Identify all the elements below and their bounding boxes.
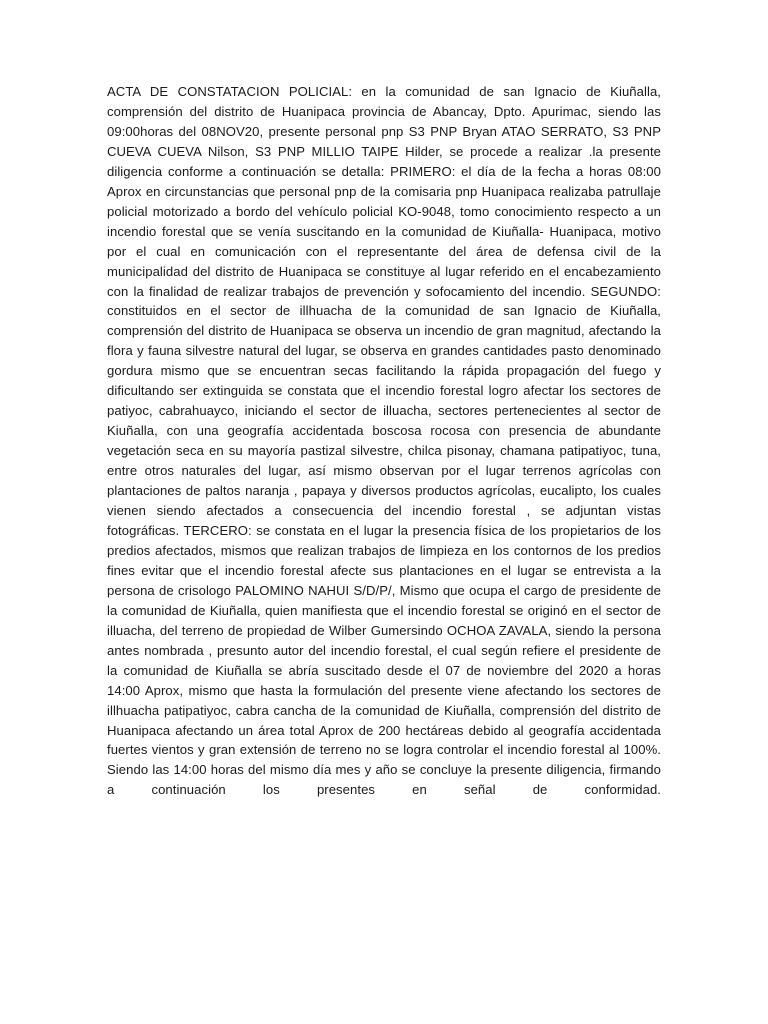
document-body bbox=[107, 82, 661, 820]
acta-body-text: ACTA DE CONSTATACION POLICIAL: en la comunidad de san Ignacio de Kiuñalla, comprensión del distrito de Huanipaca provincia de Abancay, Dpto. Apurimac, siendo las 09:00horas del 08NOV20, presente personal pnp S3 PNP Bryan ATAO SERRATO, S3 PNP CUEVA CUEVA Nilson, S3 PNP MILLIO TAIPE Hilder, se procede a realizar .la presente diligencia conforme a continuación se detalla: PRIMERO: el día de la fecha a horas 08:00 Aprox en circunstancias que personal pnp de la comisaria pnp Huanipaca realizaba patrullaje policial motorizado a bordo del vehículo policial KO-9048, tomo conocimiento respecto a un incendio forestal que se venía suscitando en la comunidad de Kiuñalla- Huanipaca, motivo por el cual en comunicación con el representante del área de defensa civil de la municipalidad del distrito de Huanipaca se constituye al lugar referido en el encabezamiento con la finalidad de realizar trabajos de prevención y sofocamiento del incendio. SEGUNDO: constituidos en el sector de illhuacha de la comunidad de san Ignacio de Kiuñalla, comprensión del distrito de Huanipaca se observa un incendio de gran magnitud, afectando la flora y fauna silvestre natural del lugar, se observa en grandes cantidades pasto denominado gordura mismo que se encuentran secas facilitando la rápida propagación del fuego y dificultando ser extinguida se constata que el incendio forestal logro afectar los sectores de patiyoc, cabrahuayco, iniciando el sector de illuacha, sectores pertenecientes al sector de Kiuñalla, con una geografía accidentada boscosa rocosa con presencia de abundante vegetación seca en su mayoría pastizal silvestre, chilca pisonay, chamana patipatiyoc, tuna, entre otros naturales del lugar, así mismo observan por el lugar terrenos agrícolas con plantaciones de paltos naranja , papaya y diversos productos agrícolas, eucalipto, los cuales vienen siendo afectados a consecuencia del incendio forestal , se adjuntan vistas fotográficas. TERCERO: se constata en el lugar la presencia física de los propietarios de los predios afectados, mismos que realizan trabajos de limpieza en los contornos de los predios fines evitar que el incendio forestal afecte sus plantaciones en el lugar se entrevista a la persona de crisologo PALOMINO NAHUI S/D/P/, Mismo que ocupa el cargo de presidente de la comunidad de Kiuñalla, quien manifiesta que el incendio forestal se originó en el sector de illuacha, del terreno de propiedad de Wilber Gumersindo OCHOA ZAVALA, siendo la persona antes nombrada , presunto autor del incendio forestal, el cual según refiere el presidente de la comunidad de Kiuñalla se abría suscitado desde el 07 de noviembre del 2020 a horas 14:00 Aprox, mismo que hasta la formulación del presente viene afectando los sectores de illhuacha patipatiyoc, cabra cancha de la comunidad de Kiuñalla, comprensión del distrito de Huanipaca afectando un área total Aprox de 200 hectáreas debido al geografía accidentada fuertes vientos y gran extensión de terreno no se logra controlar el incendio forestal al 100%. Siendo las 14:00 horas del mismo día mes y año se concluye la presente diligencia, firmando a continuación los presentes en señal de conformidad. bbox=[107, 84, 661, 798]
